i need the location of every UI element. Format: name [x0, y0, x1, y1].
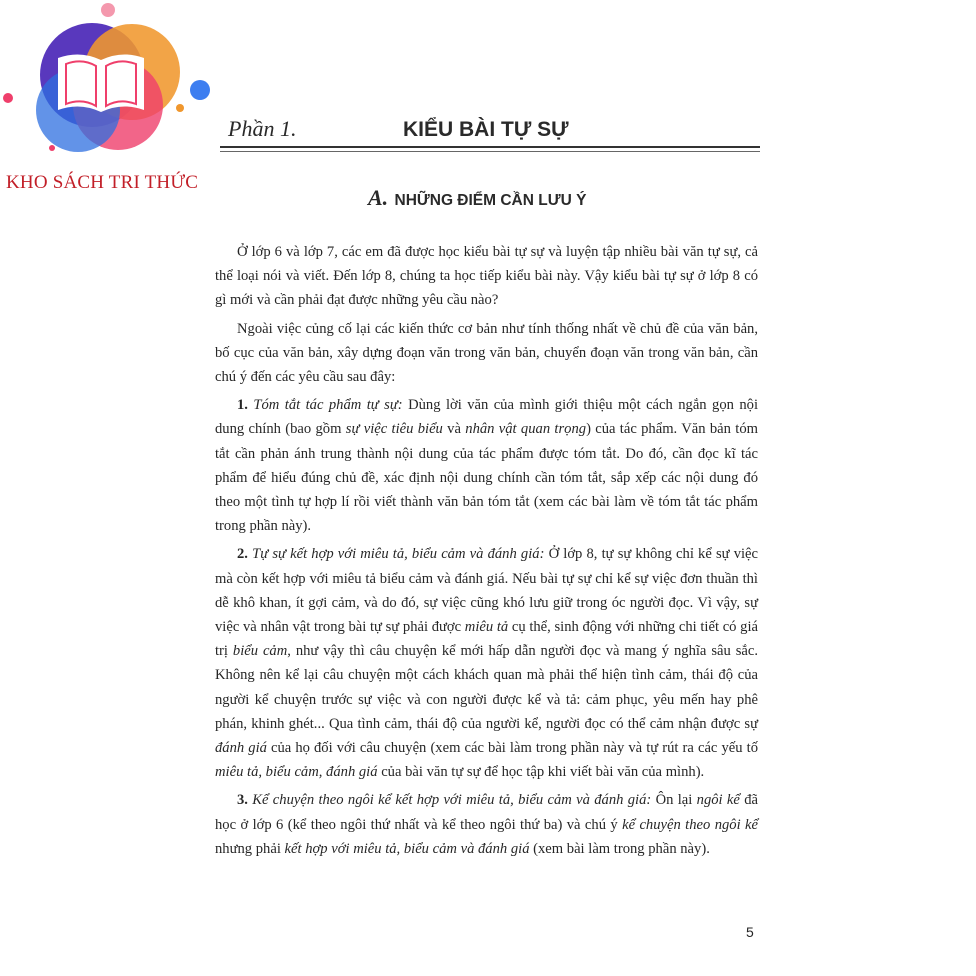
open-book-icon — [0, 0, 220, 175]
item-emphasis: đánh giá — [215, 740, 267, 757]
page-number: 5 — [746, 924, 754, 940]
brand-text: KHO SÁCH TRI THỨC — [6, 172, 199, 193]
section-letter: A. — [368, 185, 389, 210]
item-emphasis: kết hợp với miêu tả, biểu cảm và đánh giá — [284, 840, 530, 857]
item-text: Dùng lời văn của mình giới thiệu một cách ngắn gọn nội dung chính (bao gồm — [215, 397, 758, 438]
item-text: (xem bài làm trong phần này). — [529, 840, 710, 857]
item-emphasis: nhân vật quan trọng — [465, 421, 587, 438]
paragraph-intro: Ở lớp 6 và lớp 7, các em đã được học kiểu bài tự sự và luyện tập nhiều bài văn tự sự, cả thể loại nói và viết. Đến lớp 8, chúng ta học tiếp kiểu bài này. Vậy kiểu bài tự sự ở lớp 8 có gì mới và cần phải đạt được những yêu cầu nào? — [215, 244, 758, 309]
item-number: 2. — [237, 546, 248, 563]
brand-logo — [0, 0, 220, 200]
item-heading: Kể chuyện theo ngôi kể kết hợp với miêu tả, biểu cảm và đánh giá: — [252, 792, 652, 809]
item-emphasis: miêu tả, biểu cảm, đánh giá — [215, 764, 378, 781]
paragraph-overview: Ngoài việc củng cố lại các kiến thức cơ bản như tính thống nhất về chủ đề của văn bản, bố cục của văn bản, xây dựng đoạn văn trong văn bản, chuyển đoạn văn trong văn bản, cần chú ý đến các yêu cầu sau đây: — [215, 320, 758, 386]
item-text: , như vậy thì câu chuyện kể mới hấp dẫn người đọc và mang ý nghĩa sâu sắc. Không nên kể lại câu chuyện một cách khách quan mà phải thể hiện tình cảm, thái độ của người kể chuyện trước sự việc và con người được kể và tả: cảm phục, yêu mến hay phê phán, khinh ghét... Qua tình cảm, thái độ của người kể, người đọc có thể cảm nhận được sự — [215, 643, 758, 732]
part-label: Phần 1. — [228, 116, 297, 141]
part-title: KIỂU BÀI TỰ SỰ — [403, 118, 569, 141]
item-text: cụ thể, sinh động với những chi tiết có giá trị — [215, 619, 758, 660]
item-emphasis: miêu tả — [464, 619, 509, 636]
item-text: ) của tác phẩm. Văn bản tóm tắt cần phản ánh trung thành nội dung của tác phẩm được tóm tắt. Do đó, cần đọc kĩ tác phẩm để hiểu đúng chủ đề, xác định nội dung chính cần tóm tắt, sắp xếp các nội dung đó theo một tình tự hợp lí rồi viết thành văn bản tóm tắt (xem các bài làm về tóm tắt tác phẩm trong phần này). — [215, 421, 758, 535]
section-title: NHỮNG ĐIỂM CẦN LƯU Ý — [394, 192, 587, 209]
item-emphasis: biểu cảm — [232, 643, 288, 660]
item-emphasis: sự việc tiêu biểu — [345, 421, 443, 438]
item-text: và — [442, 421, 466, 438]
section-heading — [368, 185, 586, 211]
paragraph-item-1 — [215, 393, 758, 538]
item-text: của bài văn tự sự để học tập khi viết bài văn của mình). — [377, 764, 705, 781]
item-text: đã học ở lớp 6 (kể theo ngôi thứ nhất và kể theo ngôi thứ ba) và chú ý — [215, 792, 758, 833]
body-text — [215, 240, 758, 865]
item-number: 3. — [237, 792, 248, 809]
item-heading: Tóm tắt tác phẩm tự sự: — [253, 397, 403, 414]
item-emphasis: kể chuyện theo ngôi kể — [622, 816, 758, 833]
item-heading: Tự sự kết hợp với miêu tả, biểu cảm và đánh giá: — [252, 546, 545, 563]
item-number: 1. — [237, 397, 248, 414]
header-rule-thin — [220, 151, 760, 152]
paragraph-item-2 — [215, 542, 758, 784]
item-text: của họ đối với câu chuyện (xem các bài làm trong phần này và tự rút ra các yếu tố — [266, 740, 758, 757]
paragraph-item-3 — [215, 788, 758, 861]
item-text: nhưng phải — [215, 840, 285, 857]
item-text: Ôn lại — [651, 792, 697, 809]
header-rule — [220, 146, 760, 148]
item-emphasis: ngôi kể — [696, 792, 740, 809]
item-text: Ở lớp 8, tự sự không chỉ kể sự việc mà còn kết hợp với miêu tả biểu cảm và đánh giá. Nếu bài tự sự chỉ kể sự việc đơn thuần thì dễ khô khan, ít gợi cảm, và do đó, sự việc cũng khó lưu giữ trong óc người đọc. Vì vậy, sự việc và nhân vật trong bài tự sự phải được — [215, 546, 758, 636]
